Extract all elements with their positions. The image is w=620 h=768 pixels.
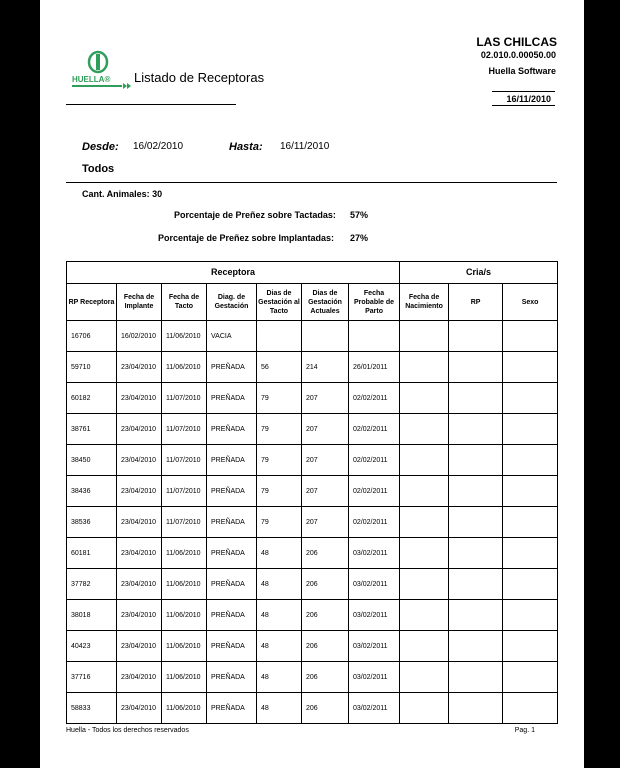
report-page xyxy=(40,0,584,768)
table-cell xyxy=(400,321,449,352)
table-cell: PREÑADA xyxy=(207,476,257,507)
table-cell: 02/02/2011 xyxy=(349,414,400,445)
table-row xyxy=(67,476,558,507)
table-cell xyxy=(503,600,558,631)
table-cell xyxy=(503,693,558,724)
table-cell: 11/07/2010 xyxy=(162,476,207,507)
software-name: Huella Software xyxy=(488,66,556,76)
table-body xyxy=(67,321,558,724)
company-code: 02.010.0.00050.00 xyxy=(480,50,556,60)
table-cell: 11/06/2010 xyxy=(162,569,207,600)
table-cell: 02/02/2011 xyxy=(349,507,400,538)
table-cell: 40423 xyxy=(67,631,117,662)
column-header: Dias de Gestación Actuales xyxy=(302,284,349,321)
table-cell: 16/02/2010 xyxy=(117,321,162,352)
table-cell xyxy=(449,383,503,414)
table-cell xyxy=(302,321,349,352)
table-cell xyxy=(449,631,503,662)
table-cell xyxy=(449,507,503,538)
table-row xyxy=(67,693,558,724)
table-cell: PREÑADA xyxy=(207,383,257,414)
column-header: Fecha de Nacimiento xyxy=(400,284,449,321)
table-cell: PREÑADA xyxy=(207,507,257,538)
table-row xyxy=(67,662,558,693)
table-cell: 48 xyxy=(257,662,302,693)
table-cell xyxy=(449,693,503,724)
table-cell: 56 xyxy=(257,352,302,383)
table-cell xyxy=(400,631,449,662)
table-cell: 38018 xyxy=(67,600,117,631)
table-cell: 16706 xyxy=(67,321,117,352)
table-cell: 23/04/2010 xyxy=(117,538,162,569)
table-cell: 23/04/2010 xyxy=(117,507,162,538)
table-cell: 11/06/2010 xyxy=(162,538,207,569)
table-cell: 48 xyxy=(257,538,302,569)
table-cell: 03/02/2011 xyxy=(349,631,400,662)
table-cell: 03/02/2011 xyxy=(349,693,400,724)
cant-animales: Cant. Animales: 30 xyxy=(82,189,163,199)
table-row xyxy=(67,507,558,538)
column-header: Diag. de Gestación xyxy=(207,284,257,321)
table-cell xyxy=(449,569,503,600)
table-cell xyxy=(400,414,449,445)
table-cell xyxy=(400,445,449,476)
table-cell xyxy=(503,662,558,693)
table-cell: 214 xyxy=(302,352,349,383)
title-underline xyxy=(66,104,236,105)
table-cell: PREÑADA xyxy=(207,352,257,383)
group-header-receptora: Receptora xyxy=(67,262,400,284)
huella-logo xyxy=(66,50,140,92)
table-cell: 48 xyxy=(257,569,302,600)
table-cell xyxy=(449,352,503,383)
table-cell: 11/06/2010 xyxy=(162,600,207,631)
print-date: 16/11/2010 xyxy=(506,94,551,104)
table-cell: 206 xyxy=(302,538,349,569)
table-cell: 58833 xyxy=(67,693,117,724)
implantadas-label: Porcentaje de Preñez sobre Implantadas: xyxy=(158,233,335,243)
table-cell xyxy=(400,507,449,538)
column-header: RP Receptora xyxy=(67,284,117,321)
table-cell: 37716 xyxy=(67,662,117,693)
table-cell: 37782 xyxy=(67,569,117,600)
table-cell: 03/02/2011 xyxy=(349,600,400,631)
table-cell: 206 xyxy=(302,631,349,662)
table-cell: 11/06/2010 xyxy=(162,321,207,352)
table-cell: 23/04/2010 xyxy=(117,414,162,445)
table-cell: 23/04/2010 xyxy=(117,383,162,414)
table-cell xyxy=(449,445,503,476)
table-cell: 11/06/2010 xyxy=(162,693,207,724)
filter-divider xyxy=(66,182,557,183)
table-cell: 23/04/2010 xyxy=(117,476,162,507)
table-cell: 03/02/2011 xyxy=(349,662,400,693)
table-cell: 23/04/2010 xyxy=(117,693,162,724)
table-cell xyxy=(449,538,503,569)
hasta-value: 16/11/2010 xyxy=(280,141,330,152)
footer-divider xyxy=(66,723,557,724)
company-name: LAS CHILCAS xyxy=(476,35,557,49)
table-cell: 79 xyxy=(257,476,302,507)
table-cell: PREÑADA xyxy=(207,631,257,662)
table-cell: 60181 xyxy=(67,538,117,569)
table-cell xyxy=(503,445,558,476)
table-cell: PREÑADA xyxy=(207,600,257,631)
table-cell xyxy=(400,662,449,693)
table-cell: PREÑADA xyxy=(207,538,257,569)
table-row xyxy=(67,352,558,383)
column-header-row xyxy=(67,284,558,321)
table-cell: 207 xyxy=(302,414,349,445)
table-cell: 26/01/2011 xyxy=(349,352,400,383)
column-header: Fecha de Implante xyxy=(117,284,162,321)
table-row xyxy=(67,538,558,569)
table-cell xyxy=(400,476,449,507)
table-cell: 79 xyxy=(257,507,302,538)
table-cell: 206 xyxy=(302,600,349,631)
table-cell: 23/04/2010 xyxy=(117,445,162,476)
svg-text:HUELLA®: HUELLA® xyxy=(72,75,111,84)
table-cell: 79 xyxy=(257,383,302,414)
desde-value: 16/02/2010 xyxy=(133,141,184,152)
table-cell: PREÑADA xyxy=(207,445,257,476)
table-cell: 11/06/2010 xyxy=(162,631,207,662)
table-cell: 206 xyxy=(302,693,349,724)
table-cell xyxy=(449,321,503,352)
table-cell: 03/02/2011 xyxy=(349,569,400,600)
table-cell: 206 xyxy=(302,569,349,600)
table-row xyxy=(67,600,558,631)
table-cell xyxy=(449,476,503,507)
table-cell: 11/07/2010 xyxy=(162,507,207,538)
table-cell: 48 xyxy=(257,600,302,631)
column-header: Fecha de Tacto xyxy=(162,284,207,321)
table-cell: 11/07/2010 xyxy=(162,414,207,445)
table-cell: 11/06/2010 xyxy=(162,662,207,693)
table-cell xyxy=(503,352,558,383)
table-row xyxy=(67,445,558,476)
table-cell: 23/04/2010 xyxy=(117,600,162,631)
table-cell: 207 xyxy=(302,445,349,476)
date-overline xyxy=(492,91,555,92)
receptoras-table xyxy=(66,261,558,724)
table-cell: 79 xyxy=(257,414,302,445)
table-cell xyxy=(503,569,558,600)
footer-rights: Huella - Todos los derechos reservados xyxy=(66,727,189,734)
column-header: Fecha Probable de Parto xyxy=(349,284,400,321)
desde-label: Desde: xyxy=(82,141,119,153)
table-cell: 11/07/2010 xyxy=(162,383,207,414)
table-cell: PREÑADA xyxy=(207,569,257,600)
table-cell: 23/04/2010 xyxy=(117,662,162,693)
table-cell: VACIA xyxy=(207,321,257,352)
group-header-crias: Cria/s xyxy=(400,262,558,284)
table-cell: 207 xyxy=(302,476,349,507)
table-cell: 02/02/2011 xyxy=(349,445,400,476)
date-underline xyxy=(492,105,555,106)
table-cell: 11/06/2010 xyxy=(162,352,207,383)
table-cell: 79 xyxy=(257,445,302,476)
table-cell xyxy=(400,693,449,724)
column-header: Dias de Gestación al Tacto xyxy=(257,284,302,321)
table-row xyxy=(67,631,558,662)
table-cell xyxy=(503,631,558,662)
table-row xyxy=(67,321,558,352)
table-cell: 11/07/2010 xyxy=(162,445,207,476)
table-row xyxy=(67,414,558,445)
table-cell: 02/02/2011 xyxy=(349,476,400,507)
table-cell xyxy=(400,600,449,631)
table-row xyxy=(67,383,558,414)
table-cell: 206 xyxy=(302,662,349,693)
table-cell: 38450 xyxy=(67,445,117,476)
table-cell: 02/02/2011 xyxy=(349,383,400,414)
table-cell xyxy=(503,414,558,445)
table-cell xyxy=(503,538,558,569)
todos-label: Todos xyxy=(82,163,115,175)
table-cell xyxy=(449,662,503,693)
table-cell xyxy=(449,414,503,445)
table-cell: 23/04/2010 xyxy=(117,631,162,662)
table-cell: 207 xyxy=(302,383,349,414)
table-cell xyxy=(503,476,558,507)
table-cell: 23/04/2010 xyxy=(117,352,162,383)
footer-page-number: Pag. 1 xyxy=(514,727,535,734)
table-cell xyxy=(400,538,449,569)
tactadas-label: Porcentaje de Preñez sobre Tactadas: xyxy=(174,210,336,220)
table-cell: 207 xyxy=(302,507,349,538)
table-cell xyxy=(257,321,302,352)
table-cell xyxy=(349,321,400,352)
report-title: Listado de Receptoras xyxy=(134,70,265,85)
implantadas-value: 27% xyxy=(350,233,369,243)
table-cell xyxy=(400,569,449,600)
table-cell: PREÑADA xyxy=(207,414,257,445)
table-cell xyxy=(503,383,558,414)
table-cell: PREÑADA xyxy=(207,693,257,724)
table-cell: 60182 xyxy=(67,383,117,414)
table-cell: 48 xyxy=(257,631,302,662)
column-header: Sexo xyxy=(503,284,558,321)
table-cell: 48 xyxy=(257,693,302,724)
table-cell xyxy=(503,321,558,352)
table-cell xyxy=(449,600,503,631)
table-cell xyxy=(400,352,449,383)
table-cell xyxy=(503,507,558,538)
tactadas-value: 57% xyxy=(350,210,369,220)
column-header: RP xyxy=(449,284,503,321)
table-cell: 38536 xyxy=(67,507,117,538)
table-cell: 59710 xyxy=(67,352,117,383)
table-cell: 23/04/2010 xyxy=(117,569,162,600)
table-cell: 38436 xyxy=(67,476,117,507)
table-row xyxy=(67,569,558,600)
table-cell: PREÑADA xyxy=(207,662,257,693)
hasta-label: Hasta: xyxy=(229,141,263,153)
table-cell: 03/02/2011 xyxy=(349,538,400,569)
table-cell xyxy=(400,383,449,414)
table-cell: 38761 xyxy=(67,414,117,445)
